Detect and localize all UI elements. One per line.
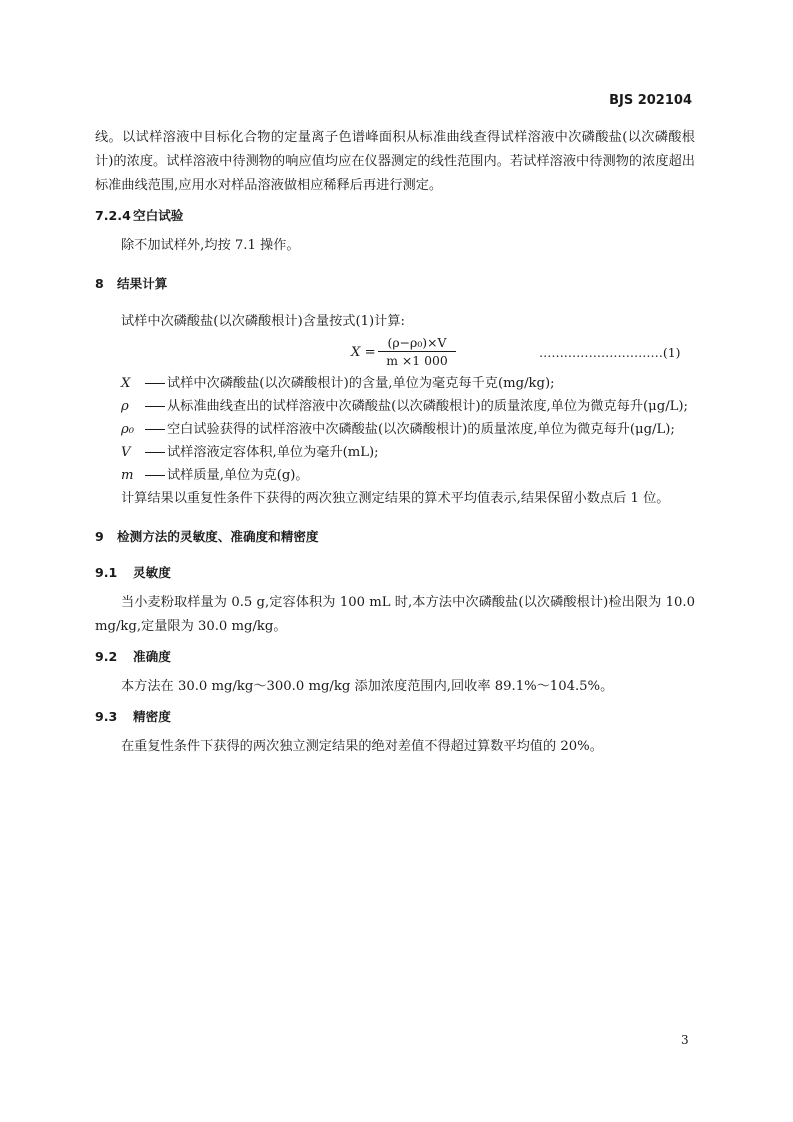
section-title: 精密度 <box>133 709 171 724</box>
section-number: 9.1 <box>95 565 118 580</box>
section-7-2-4-text: 除不加试样外,均按 7.1 操作。 <box>121 238 300 253</box>
equation-number: …………………………(1) <box>539 345 681 360</box>
calculation-note: 计算结果以重复性条件下获得的两次独立测定结果的算术平均值表示,结果保留小数点后 1 位。 <box>121 491 670 506</box>
document-body <box>95 126 695 759</box>
formula-fraction <box>378 334 456 369</box>
section-number: 9.3 <box>95 709 118 724</box>
formula-denominator: m ×1 000 <box>386 353 448 368</box>
variable-item: ρ 从标准曲线查出的试样溶液中次磷酸盐(以次磷酸根计)的质量浓度,单位为微克每升(μg/L); <box>121 399 688 414</box>
section-9-heading <box>95 527 695 547</box>
section-9-2-heading <box>95 647 695 667</box>
dash <box>145 452 165 453</box>
section-9-3-text: 在重复性条件下获得的两次独立测定结果的绝对差值不得超过算数平均值的 20%。 <box>121 739 603 754</box>
section-7-2-4-heading <box>95 206 695 226</box>
section-title: 灵敏度 <box>133 565 171 580</box>
formula-intro: 试样中次磷酸盐(以次磷酸根计)含量按式(1)计算: <box>121 314 405 329</box>
section-title: 结果计算 <box>117 276 168 291</box>
dash <box>145 406 165 407</box>
variable-item: m 试样质量,单位为克(g)。 <box>121 468 309 483</box>
section-9-1-heading <box>95 563 695 583</box>
section-title: 检测方法的灵敏度、准确度和精密度 <box>117 529 319 544</box>
section-9-3-heading <box>95 707 695 727</box>
variable-item: X 试样中次磷酸盐(以次磷酸根计)的含量,单位为毫克每千克(mg/kg); <box>121 376 555 391</box>
section-number: 9.2 <box>95 649 118 664</box>
dash <box>145 429 165 430</box>
page-number: 3 <box>681 1033 689 1047</box>
variable-item: V 试样溶液定容体积,单位为毫升(mL); <box>121 445 379 460</box>
section-number: 7.2.4 <box>95 208 131 223</box>
formula-1 <box>95 334 695 372</box>
section-9-2-text: 本方法在 30.0 mg/kg～300.0 mg/kg 添加浓度范围内,回收率 89.1%～104.5%。 <box>121 679 614 694</box>
section-number: 8 <box>95 276 104 291</box>
section-7-2-3-continuation: 线。以试样溶液中目标化合物的定量离子色谱峰面积从标准曲线查得试样溶液中次磷酸盐(以次磷酸根计)的浓度。试样溶液中待测物的响应值均应在仪器测定的线性范围内。若试样溶液中待测物的浓度超出标准曲线范围,应用水对样品溶液做相应稀释后再进行测定。 <box>95 130 695 193</box>
section-title: 空白试验 <box>133 208 184 223</box>
variable-list <box>95 372 695 487</box>
section-number: 9 <box>95 529 104 544</box>
formula-numerator: (ρ−ρ₀)×V <box>378 334 456 352</box>
variable-item: ρ₀ 空白试验获得的试样溶液中次磷酸盐(以次磷酸根计)的质量浓度,单位为微克每升(μg/L); <box>121 422 675 437</box>
formula-lhs: X = <box>351 345 376 360</box>
dash <box>145 383 165 384</box>
section-9-1-text: 当小麦粉取样量为 0.5 g,定容体积为 100 mL 时,本方法中次磷酸盐(以次磷酸根计)检出限为 10.0 mg/kg,定量限为 30.0 mg/kg。 <box>95 595 695 634</box>
document-id: BJS 202104 <box>609 93 692 108</box>
section-8-heading <box>95 274 695 294</box>
dash <box>145 475 165 476</box>
section-title: 准确度 <box>133 649 171 664</box>
